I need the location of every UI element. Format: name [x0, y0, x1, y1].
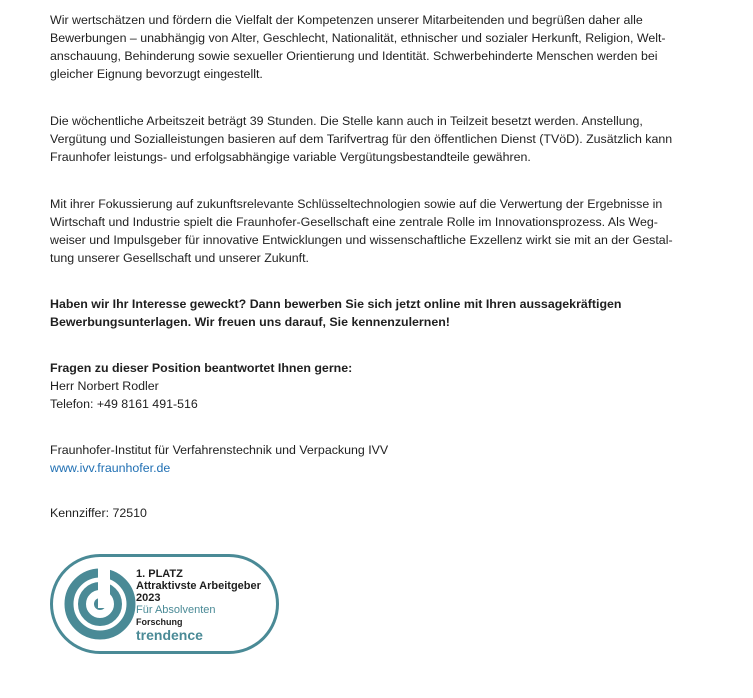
contact-name: Herr Norbert Rodler	[50, 379, 159, 393]
badge-brand-logo: trendence	[136, 627, 203, 643]
badge-text	[136, 568, 261, 642]
badge-year: 2023	[136, 592, 161, 604]
call-to-action: Haben wir Ihr Interesse geweckt? Dann bewerben Sie sich jetzt online mit Ihren aussagekräftigen Bewerbungsunterlagen. Wir freuen uns darauf, Sie kennenzulernen!	[50, 297, 622, 329]
contact-heading: Fragen zu dieser Position beantwortet Ihnen gerne:	[50, 361, 353, 375]
contact-block	[50, 359, 710, 413]
about-paragraph: Mit ihrer Fokussierung auf zukunftsrelevante Schlüsseltechnologien sowie auf die Verwertung der Ergebnisse in Wirtschaft und Industrie spielt die Fraunhofer-Gesellschaft eine zentrale Rolle im Innovationsprozess. Als Weg- weiser und Impulsgeber für innovative Entwicklungen und wissenschaftliche Exzellenz wirkt sie mit an der Gestal- tung unserer Gesellschaft und unserer Zukunft.	[50, 197, 673, 265]
working-time-paragraph: Die wöchentliche Arbeitszeit beträgt 39 Stunden. Die Stelle kann auch in Teilzeit besetzt werden. Anstellung, Vergütung und Sozialleistungen basieren auf dem Tarifvertrag für den öffentlichen Dienst (TVöD). Zusätzlich kann Fraunhofer leistungs- und erfolgsabhängige variable Vergütungsbestandteile gewähren.	[50, 114, 673, 164]
badge-title: Attraktivste Arbeitgeber	[136, 580, 261, 592]
institute-block	[50, 441, 710, 477]
diversity-paragraph: Wir wertschätzen und fördern die Vielfalt der Kompetenzen unserer Mitarbeitenden und begrüßen daher alle Bewerbungen – unabhängig von Alter, Geschlecht, Nationalität, ethnischer und sozialer Herkunft, Religion, Welt- anschauung, Behinderung sowie sexueller Orientierung und Identität. Schwerbehinderte Menschen werden bei gleicher Eignung bevorzugt eingestellt.	[50, 13, 666, 81]
trendence-spiral-icon	[62, 566, 138, 642]
employer-award-badge	[50, 554, 279, 654]
badge-audience: Für Absolventen	[136, 604, 216, 616]
badge-rank: 1. PLATZ	[136, 568, 183, 580]
job-ad-body	[50, 11, 710, 522]
institute-website-link[interactable]: www.ivv.fraunhofer.de	[50, 461, 171, 475]
badge-category: Forschung	[136, 617, 183, 627]
contact-phone: Telefon: +49 8161 491-516	[50, 397, 198, 411]
institute-name: Fraunhofer-Institut für Verfahrenstechnik und Verpackung IVV	[50, 443, 389, 457]
reference-number: Kennziffer: 72510	[50, 506, 147, 520]
